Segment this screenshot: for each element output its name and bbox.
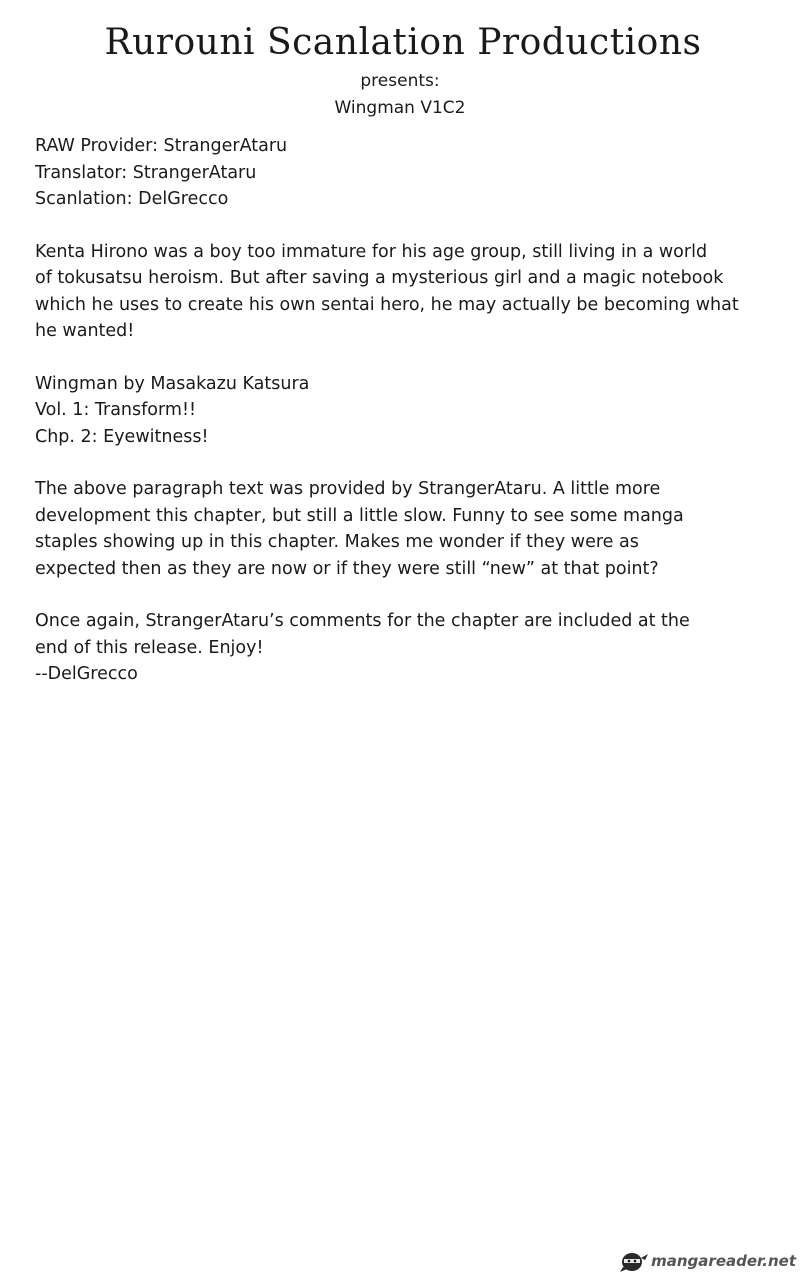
ninja-mascot-icon (619, 1249, 649, 1273)
signature: --DelGrecco (35, 664, 138, 684)
notes-line: staples showing up in this chapter. Makes me wonder if they were as (35, 532, 639, 552)
work-title-author: Wingman by Masakazu Katsura (35, 373, 310, 394)
closing-line: Once again, StrangerAtaru’s comments for the chapter are included at the (35, 611, 690, 631)
credits-block (35, 133, 765, 213)
summary-line: Kenta Hirono was a boy too immature for his age group, still living in a world (35, 241, 708, 262)
chapter-title: Chp. 2: Eyewitness! (35, 426, 209, 447)
notes-line: development this chapter, but still a little slow. Funny to see some manga (35, 505, 684, 526)
summary-line: of tokusatsu heroism. But after saving a mysterious girl and a magic notebook (35, 268, 724, 288)
notes-line: The above paragraph text was provided by StrangerAtaru. A little more (35, 479, 661, 499)
watermark (619, 1248, 796, 1274)
notes-paragraph (35, 476, 765, 582)
summary-line: which he uses to create his own sentai hero, he may actually be becoming what (35, 294, 739, 315)
notes-line: expected then as they are now or if they were still “new” at that point? (35, 558, 659, 579)
summary-line: he wanted! (35, 321, 135, 341)
volume-title: Vol. 1: Transform!! (35, 400, 196, 420)
credit-raw-provider: RAW Provider: StrangerAtaru (35, 136, 288, 156)
credit-scanlation: Scanlation: DelGrecco (35, 189, 229, 209)
body-text (35, 133, 765, 714)
watermark-text: mangareader.net (651, 1252, 796, 1270)
work-info-block (35, 371, 765, 451)
group-name: Rurouni Scanlation Productions (104, 22, 702, 63)
presents-label: presents: (360, 71, 440, 91)
closing-line: end of this release. Enjoy! (35, 637, 264, 658)
summary-paragraph (35, 239, 765, 345)
page-header (0, 20, 800, 122)
closing-paragraph (35, 608, 765, 688)
credit-translator: Translator: StrangerAtaru (35, 162, 257, 183)
release-title: Wingman V1C2 (334, 98, 466, 118)
